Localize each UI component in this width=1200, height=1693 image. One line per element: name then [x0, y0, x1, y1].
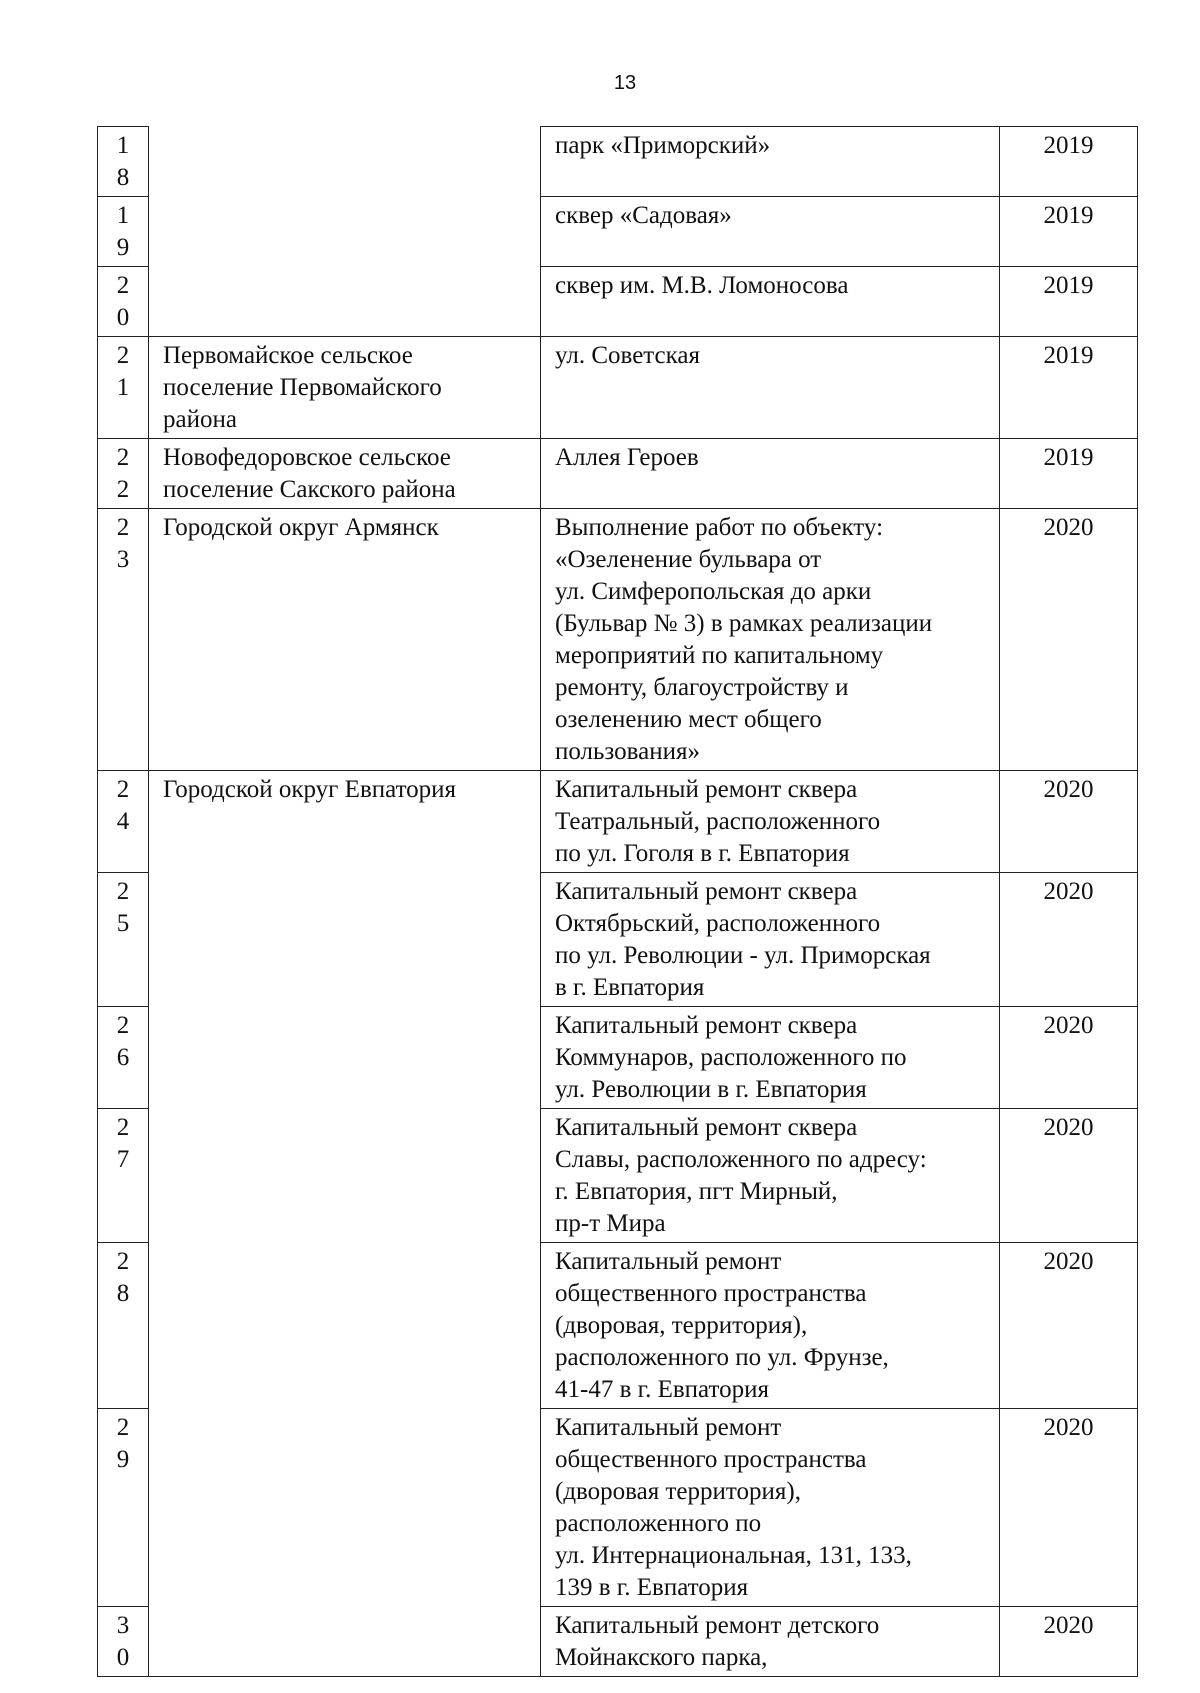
municipality-line: поселение Сакского района [163, 476, 456, 503]
year-cell: 2019 [1000, 267, 1138, 337]
object-line: г. Евпатория, пгт Мирный, [555, 1178, 838, 1205]
object-cell [541, 267, 1000, 337]
municipality-cell [149, 197, 541, 267]
object-line: ул. Интернациональная, 131, 133, [555, 1542, 912, 1569]
table-row [98, 197, 1138, 267]
year-cell: 2020 [1000, 1007, 1138, 1109]
object-line: расположенного по [555, 1510, 762, 1537]
year-cell: 2020 [1000, 1243, 1138, 1409]
year-cell: 2019 [1000, 337, 1138, 439]
object-cell [541, 127, 1000, 197]
object-line: «Озеленение бульвара от [555, 546, 822, 573]
year-cell: 2020 [1000, 1409, 1138, 1607]
object-line: 139 в г. Евпатория [555, 1574, 749, 1601]
object-line: сквер им. М.В. Ломоносова [555, 272, 849, 299]
table-row [98, 1607, 1138, 1677]
object-line: Капитальный ремонт [555, 1248, 782, 1275]
object-line: парк «Приморский» [555, 132, 771, 159]
object-cell [541, 509, 1000, 771]
municipality-line: Новофедоровское сельское [163, 444, 451, 471]
row-number: 27 [98, 1109, 149, 1243]
object-line: Мойнакского парка, [555, 1644, 768, 1671]
municipality-cell [149, 1007, 541, 1109]
object-line: Октябрьский, расположенного [555, 910, 881, 937]
object-line: Славы, расположенного по адресу: [555, 1146, 927, 1173]
municipality-line: Первомайское сельское [163, 342, 413, 369]
object-line: (дворовая территория), [555, 1478, 801, 1505]
municipality-cell [149, 1109, 541, 1243]
table-row [98, 439, 1138, 509]
municipality-cell [149, 337, 541, 439]
object-cell [541, 337, 1000, 439]
municipality-line: Городской округ Армянск [163, 514, 439, 541]
object-line: общественного пространства [555, 1280, 867, 1307]
object-line: озеленению мест общего [555, 706, 822, 733]
object-line: (Бульвар № 3) в рамках реализации [555, 610, 933, 637]
object-line: ул. Советская [555, 342, 700, 369]
object-line: общественного пространства [555, 1446, 867, 1473]
municipality-cell [149, 509, 541, 771]
row-number: 28 [98, 1243, 149, 1409]
object-line: ул. Революции в г. Евпатория [555, 1076, 867, 1103]
row-number: 21 [98, 337, 149, 439]
year-cell: 2020 [1000, 509, 1138, 771]
year-cell: 2020 [1000, 1607, 1138, 1677]
row-number: 20 [98, 267, 149, 337]
table-row [98, 337, 1138, 439]
table-row [98, 267, 1138, 337]
municipality-line: Городской округ Евпатория [163, 776, 457, 803]
object-line: по ул. Революции - ул. Приморская [555, 942, 931, 969]
table-row [98, 1109, 1138, 1243]
object-cell [541, 771, 1000, 873]
object-line: Капитальный ремонт детского [555, 1612, 880, 1639]
row-number: 24 [98, 771, 149, 873]
row-number: 29 [98, 1409, 149, 1607]
object-cell [541, 1109, 1000, 1243]
object-line: в г. Евпатория [555, 974, 705, 1001]
object-line: по ул. Гоголя в г. Евпатория [555, 840, 850, 867]
year-cell: 2019 [1000, 439, 1138, 509]
municipality-cell [149, 1607, 541, 1677]
object-line: Капитальный ремонт сквера [555, 776, 858, 803]
municipality-cell [149, 267, 541, 337]
object-cell [541, 1607, 1000, 1677]
row-number: 23 [98, 509, 149, 771]
row-number: 25 [98, 873, 149, 1007]
year-cell: 2020 [1000, 771, 1138, 873]
row-number: 19 [98, 197, 149, 267]
table-row [98, 127, 1138, 197]
object-line: Аллея Героев [555, 444, 699, 471]
municipality-line: района [163, 406, 237, 433]
year-cell: 2019 [1000, 127, 1138, 197]
table-body [98, 127, 1138, 1677]
table-row [98, 873, 1138, 1007]
object-cell [541, 1409, 1000, 1607]
object-line: ремонту, благоустройству и [555, 674, 849, 701]
object-line: расположенного по ул. Фрунзе, [555, 1344, 889, 1371]
object-line: сквер «Садовая» [555, 202, 732, 229]
table-row [98, 509, 1138, 771]
object-line: пр-т Мира [555, 1210, 666, 1237]
row-number: 26 [98, 1007, 149, 1109]
page-number: 13 [613, 72, 637, 94]
registry-table [97, 126, 1138, 1677]
municipality-cell [149, 873, 541, 1007]
year-cell: 2020 [1000, 1109, 1138, 1243]
table-row [98, 1409, 1138, 1607]
object-line: (дворовая, территория), [555, 1312, 808, 1339]
object-line: 41-47 в г. Евпатория [555, 1376, 769, 1403]
object-cell [541, 197, 1000, 267]
object-cell [541, 873, 1000, 1007]
row-number: 30 [98, 1607, 149, 1677]
municipality-cell [149, 127, 541, 197]
table-row [98, 771, 1138, 873]
table-row [98, 1243, 1138, 1409]
year-cell: 2019 [1000, 197, 1138, 267]
object-line: мероприятий по капитальному [555, 642, 884, 669]
object-line: Выполнение работ по объекту: [555, 514, 884, 541]
row-number: 22 [98, 439, 149, 509]
object-line: пользования» [555, 738, 700, 765]
year-cell: 2020 [1000, 873, 1138, 1007]
municipality-cell [149, 1409, 541, 1607]
municipality-cell [149, 1243, 541, 1409]
object-line: Театральный, расположенного [555, 808, 881, 835]
municipality-cell [149, 771, 541, 873]
object-cell [541, 439, 1000, 509]
row-number: 18 [98, 127, 149, 197]
table-row [98, 1007, 1138, 1109]
object-line: Коммунаров, расположенного по [555, 1044, 907, 1071]
object-line: Капитальный ремонт сквера [555, 1012, 858, 1039]
object-line: Капитальный ремонт [555, 1414, 782, 1441]
municipality-cell [149, 439, 541, 509]
object-cell [541, 1007, 1000, 1109]
object-line: Капитальный ремонт сквера [555, 1114, 858, 1141]
object-line: Капитальный ремонт сквера [555, 878, 858, 905]
object-line: ул. Симферопольская до арки [555, 578, 872, 605]
object-cell [541, 1243, 1000, 1409]
municipality-line: поселение Первомайского [163, 374, 442, 401]
